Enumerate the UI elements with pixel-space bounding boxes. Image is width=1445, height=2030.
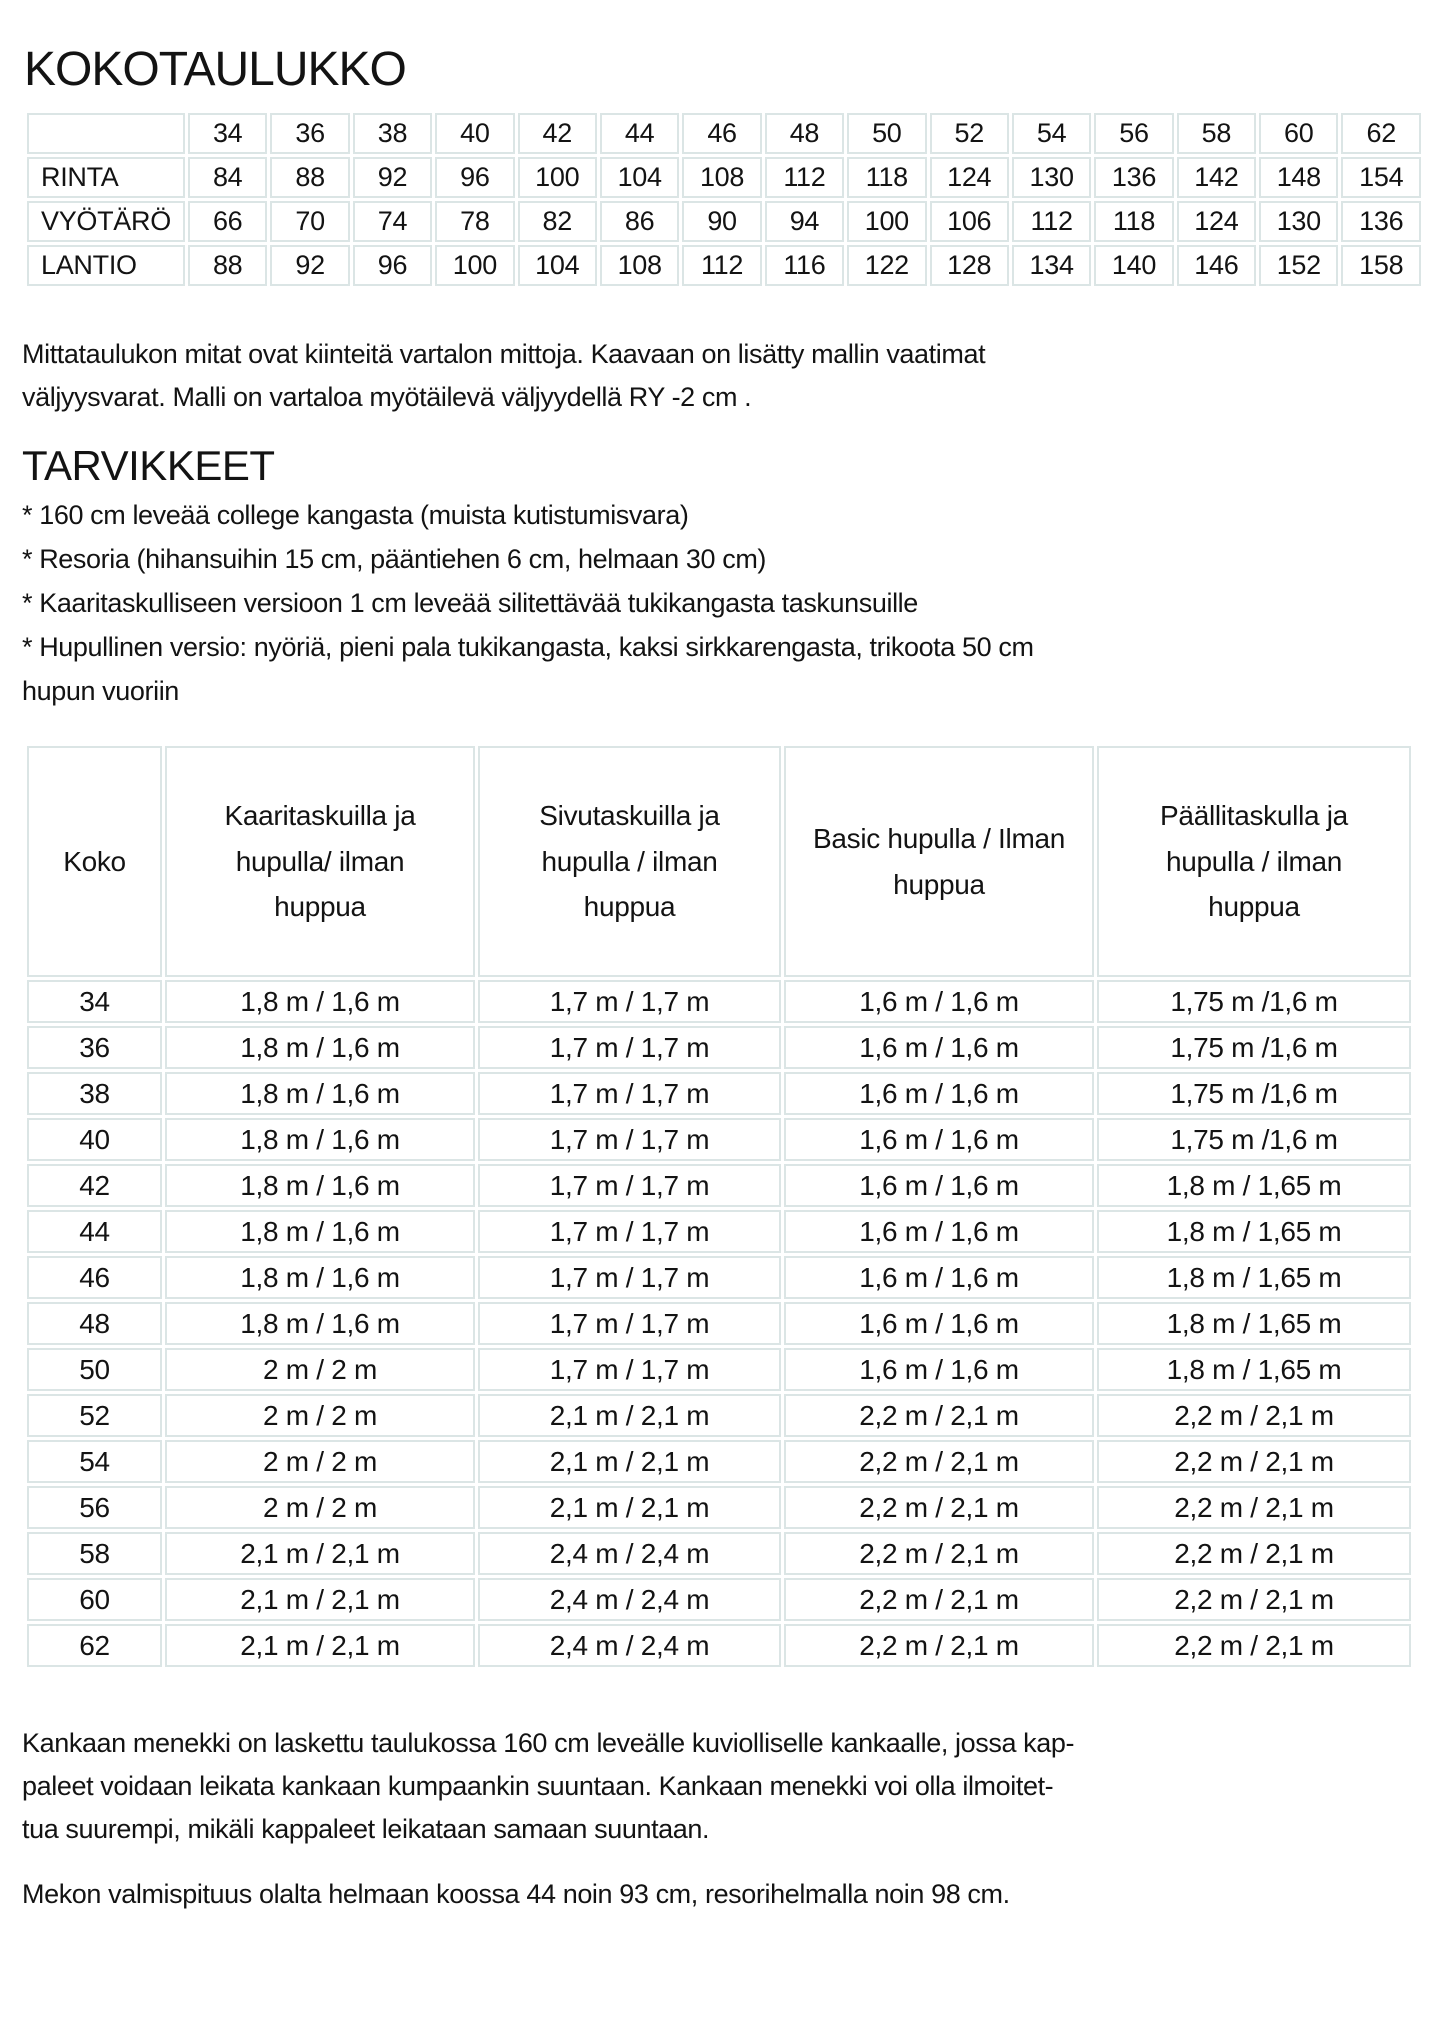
page-title: KOKOTAULUKKO bbox=[24, 43, 406, 96]
size-table-cell: 96 bbox=[435, 157, 514, 198]
size-table-cell: 104 bbox=[600, 157, 679, 198]
size-table-header-cell bbox=[27, 113, 185, 154]
fabric-table-cell: 1,6 m / 1,6 m bbox=[784, 1118, 1094, 1161]
garment-length-note bbox=[22, 1873, 1425, 1916]
fabric-table-header-cell: Sivutaskuilla ja hupulla / ilman huppua bbox=[478, 746, 781, 977]
fabric-table-cell: 2,4 m / 2,4 m bbox=[478, 1578, 781, 1621]
supplies-heading: TARVIKKEET bbox=[22, 442, 275, 489]
intro-line: väljyysvarat. Malli on vartaloa myötäilevä väljyydellä RY -2 cm . bbox=[22, 382, 752, 412]
note-line: tua suurempi, mikäli kappaleet leikataan samaan suuntaan. bbox=[22, 1814, 710, 1844]
size-table-cell: 140 bbox=[1094, 245, 1173, 286]
fabric-table-cell: 1,8 m / 1,6 m bbox=[165, 1302, 475, 1345]
fabric-table-cell: 54 bbox=[27, 1440, 162, 1483]
fabric-table-cell: 2,2 m / 2,1 m bbox=[1097, 1532, 1411, 1575]
fabric-table-cell: 2 m / 2 m bbox=[165, 1394, 475, 1437]
size-table-cell: 84 bbox=[188, 157, 267, 198]
fabric-table-row bbox=[27, 1256, 1411, 1299]
size-table-header-cell: 54 bbox=[1012, 113, 1091, 154]
fabric-table-row bbox=[27, 1486, 1411, 1529]
size-table-cell: 148 bbox=[1259, 157, 1338, 198]
size-table-cell: 128 bbox=[930, 245, 1009, 286]
size-table-cell: 152 bbox=[1259, 245, 1338, 286]
supplies-item: hupun vuoriin bbox=[22, 676, 179, 706]
fabric-table-cell: 1,6 m / 1,6 m bbox=[784, 1348, 1094, 1391]
size-table bbox=[24, 110, 1424, 289]
size-table-cell: 142 bbox=[1177, 157, 1256, 198]
supplies-item: * 160 cm leveää college kangasta (muista kutistumisvara) bbox=[22, 500, 689, 530]
fabric-table-cell: 36 bbox=[27, 1026, 162, 1069]
size-table-cell: 134 bbox=[1012, 245, 1091, 286]
fabric-table-cell: 1,8 m / 1,6 m bbox=[165, 1164, 475, 1207]
size-table-cell: 108 bbox=[682, 157, 761, 198]
size-table-header-cell: 34 bbox=[188, 113, 267, 154]
fabric-table-header-cell: Koko bbox=[27, 746, 162, 977]
fabric-table-header-cell: Päällitaskulla ja hupulla / ilman huppua bbox=[1097, 746, 1411, 977]
size-table-cell: 108 bbox=[600, 245, 679, 286]
size-table-cell: 92 bbox=[270, 245, 349, 286]
fabric-table-row bbox=[27, 1394, 1411, 1437]
fabric-table-cell: 1,6 m / 1,6 m bbox=[784, 1210, 1094, 1253]
fabric-table-cell: 1,8 m / 1,6 m bbox=[165, 1118, 475, 1161]
fabric-table-cell: 1,8 m / 1,6 m bbox=[165, 1072, 475, 1115]
fabric-table-row bbox=[27, 1026, 1411, 1069]
size-table-header-cell: 44 bbox=[600, 113, 679, 154]
fabric-table-cell: 2 m / 2 m bbox=[165, 1440, 475, 1483]
size-table-header-row bbox=[27, 113, 1421, 154]
size-table-header-cell: 52 bbox=[930, 113, 1009, 154]
size-table-header-cell: 36 bbox=[270, 113, 349, 154]
size-table-header-cell: 42 bbox=[518, 113, 597, 154]
fabric-table-row bbox=[27, 1532, 1411, 1575]
size-table-cell: 112 bbox=[682, 245, 761, 286]
fabric-table-cell: 2 m / 2 m bbox=[165, 1486, 475, 1529]
fabric-table-cell: 1,6 m / 1,6 m bbox=[784, 1256, 1094, 1299]
size-table-cell: 96 bbox=[353, 245, 432, 286]
fabric-table-cell: 34 bbox=[27, 980, 162, 1023]
fabric-table-cell: 2 m / 2 m bbox=[165, 1348, 475, 1391]
fabric-table-body bbox=[27, 980, 1411, 1667]
fabric-table-cell: 1,8 m / 1,65 m bbox=[1097, 1164, 1411, 1207]
size-table-row bbox=[27, 245, 1421, 286]
fabric-table-cell: 1,7 m / 1,7 m bbox=[478, 1302, 781, 1345]
fabric-table-cell: 1,7 m / 1,7 m bbox=[478, 1348, 781, 1391]
fabric-table-cell: 46 bbox=[27, 1256, 162, 1299]
fabric-table-cell: 1,7 m / 1,7 m bbox=[478, 1210, 781, 1253]
size-table-cell: 94 bbox=[765, 201, 844, 242]
fabric-table-cell: 1,7 m / 1,7 m bbox=[478, 980, 781, 1023]
size-table-cell: VYÖTÄRÖ bbox=[27, 201, 185, 242]
fabric-table-header-row bbox=[27, 746, 1411, 977]
fabric-table-header-cell: Basic hupulla / Ilman huppua bbox=[784, 746, 1094, 977]
fabric-table-cell: 1,7 m / 1,7 m bbox=[478, 1072, 781, 1115]
size-table-cell: 118 bbox=[847, 157, 926, 198]
size-table-header-cell: 48 bbox=[765, 113, 844, 154]
fabric-table-cell: 1,6 m / 1,6 m bbox=[784, 1026, 1094, 1069]
fabric-table-cell: 42 bbox=[27, 1164, 162, 1207]
fabric-table-cell: 2,4 m / 2,4 m bbox=[478, 1624, 781, 1667]
fabric-table-cell: 1,8 m / 1,6 m bbox=[165, 1256, 475, 1299]
supplies-list bbox=[22, 493, 1425, 713]
size-table-header-cell: 46 bbox=[682, 113, 761, 154]
size-table-cell: 116 bbox=[765, 245, 844, 286]
size-table-cell: 92 bbox=[353, 157, 432, 198]
fabric-table-cell: 2,2 m / 2,1 m bbox=[1097, 1578, 1411, 1621]
fabric-requirements-table bbox=[24, 743, 1414, 1670]
size-table-cell: 100 bbox=[518, 157, 597, 198]
fabric-table-cell: 2,1 m / 2,1 m bbox=[478, 1486, 781, 1529]
size-table-cell: 112 bbox=[1012, 201, 1091, 242]
size-table-cell: 90 bbox=[682, 201, 761, 242]
fabric-table-cell: 2,2 m / 2,1 m bbox=[1097, 1486, 1411, 1529]
fabric-table-cell: 1,8 m / 1,6 m bbox=[165, 1210, 475, 1253]
supplies-item: * Resoria (hihansuihin 15 cm, pääntiehen 6 cm, helmaan 30 cm) bbox=[22, 544, 767, 574]
fabric-table-row bbox=[27, 1164, 1411, 1207]
size-table-header-cell: 58 bbox=[1177, 113, 1256, 154]
fabric-table-cell: 2,1 m / 2,1 m bbox=[165, 1624, 475, 1667]
intro-line: Mittataulukon mitat ovat kiinteitä vartalon mittoja. Kaavaan on lisätty mallin vaatimat bbox=[22, 339, 986, 369]
fabric-table-cell: 1,6 m / 1,6 m bbox=[784, 980, 1094, 1023]
size-table-cell: 106 bbox=[930, 201, 1009, 242]
fabric-table-row bbox=[27, 1624, 1411, 1667]
size-table-cell: 88 bbox=[188, 245, 267, 286]
size-table-cell: RINTA bbox=[27, 157, 185, 198]
fabric-table-cell: 2,1 m / 2,1 m bbox=[165, 1578, 475, 1621]
size-table-cell: 146 bbox=[1177, 245, 1256, 286]
fabric-table-cell: 1,8 m / 1,65 m bbox=[1097, 1210, 1411, 1253]
fabric-table-cell: 2,2 m / 2,1 m bbox=[784, 1624, 1094, 1667]
fabric-table-cell: 1,8 m / 1,65 m bbox=[1097, 1348, 1411, 1391]
fabric-table-cell: 58 bbox=[27, 1532, 162, 1575]
size-table-header-cell: 40 bbox=[435, 113, 514, 154]
fabric-table-cell: 1,75 m /1,6 m bbox=[1097, 1072, 1411, 1115]
fabric-table-cell: 1,75 m /1,6 m bbox=[1097, 1026, 1411, 1069]
size-table-cell: 118 bbox=[1094, 201, 1173, 242]
fabric-table-cell: 1,8 m / 1,6 m bbox=[165, 980, 475, 1023]
size-table-header-cell: 60 bbox=[1259, 113, 1338, 154]
fabric-table-cell: 56 bbox=[27, 1486, 162, 1529]
size-table-cell: 88 bbox=[270, 157, 349, 198]
fabric-table-cell: 62 bbox=[27, 1624, 162, 1667]
intro-paragraph bbox=[22, 333, 1425, 419]
fabric-table-cell: 1,7 m / 1,7 m bbox=[478, 1026, 781, 1069]
fabric-table-cell: 1,6 m / 1,6 m bbox=[784, 1072, 1094, 1115]
fabric-table-cell: 2,2 m / 2,1 m bbox=[784, 1532, 1094, 1575]
fabric-table-cell: 48 bbox=[27, 1302, 162, 1345]
size-table-header-cell: 62 bbox=[1341, 113, 1421, 154]
fabric-table-cell: 2,2 m / 2,1 m bbox=[784, 1578, 1094, 1621]
note-line: Mekon valmispituus olalta helmaan koossa 44 noin 93 cm, resorihelmalla noin 98 cm. bbox=[22, 1879, 1010, 1909]
fabric-table-row bbox=[27, 1072, 1411, 1115]
size-table-cell: 136 bbox=[1094, 157, 1173, 198]
fabric-table-cell: 1,7 m / 1,7 m bbox=[478, 1164, 781, 1207]
size-table-cell: 82 bbox=[518, 201, 597, 242]
fabric-table-cell: 2,2 m / 2,1 m bbox=[1097, 1624, 1411, 1667]
fabric-table-cell: 38 bbox=[27, 1072, 162, 1115]
fabric-table-row bbox=[27, 1302, 1411, 1345]
size-table-cell: LANTIO bbox=[27, 245, 185, 286]
fabric-table-cell: 2,1 m / 2,1 m bbox=[478, 1394, 781, 1437]
fabric-table-cell: 1,6 m / 1,6 m bbox=[784, 1302, 1094, 1345]
size-table-cell: 78 bbox=[435, 201, 514, 242]
size-table-cell: 122 bbox=[847, 245, 926, 286]
fabric-table-cell: 1,7 m / 1,7 m bbox=[478, 1118, 781, 1161]
size-table-header-cell: 38 bbox=[353, 113, 432, 154]
fabric-table-header-cell: Kaaritaskuilla ja hupulla/ ilman huppua bbox=[165, 746, 475, 977]
fabric-table-cell: 50 bbox=[27, 1348, 162, 1391]
fabric-table-cell: 1,8 m / 1,65 m bbox=[1097, 1256, 1411, 1299]
fabric-table-cell: 44 bbox=[27, 1210, 162, 1253]
size-table-cell: 124 bbox=[1177, 201, 1256, 242]
fabric-table-cell: 2,2 m / 2,1 m bbox=[1097, 1440, 1411, 1483]
size-table-cell: 158 bbox=[1341, 245, 1421, 286]
fabric-table-cell: 40 bbox=[27, 1118, 162, 1161]
size-table-row bbox=[27, 157, 1421, 198]
fabric-table-cell: 2,2 m / 2,1 m bbox=[784, 1486, 1094, 1529]
size-table-header-cell: 50 bbox=[847, 113, 926, 154]
fabric-usage-note bbox=[22, 1722, 1425, 1851]
fabric-table-cell: 1,75 m /1,6 m bbox=[1097, 980, 1411, 1023]
size-table-cell: 112 bbox=[765, 157, 844, 198]
size-table-cell: 136 bbox=[1341, 201, 1421, 242]
size-table-cell: 70 bbox=[270, 201, 349, 242]
fabric-table-cell: 2,1 m / 2,1 m bbox=[478, 1440, 781, 1483]
size-table-header-cell: 56 bbox=[1094, 113, 1173, 154]
size-table-cell: 104 bbox=[518, 245, 597, 286]
fabric-table-row bbox=[27, 1440, 1411, 1483]
size-table-cell: 66 bbox=[188, 201, 267, 242]
size-table-cell: 74 bbox=[353, 201, 432, 242]
fabric-table-row bbox=[27, 980, 1411, 1023]
size-table-cell: 130 bbox=[1259, 201, 1338, 242]
fabric-table-row bbox=[27, 1578, 1411, 1621]
size-table-cell: 124 bbox=[930, 157, 1009, 198]
note-line: paleet voidaan leikata kankaan kumpaankin suuntaan. Kankaan menekki voi olla ilmoitet- bbox=[22, 1771, 1054, 1801]
fabric-table-cell: 1,8 m / 1,6 m bbox=[165, 1026, 475, 1069]
note-line: Kankaan menekki on laskettu taulukossa 160 cm leveälle kuviolliselle kankaalle, jossa kap- bbox=[22, 1728, 1075, 1758]
fabric-table-cell: 1,8 m / 1,65 m bbox=[1097, 1302, 1411, 1345]
fabric-table-row bbox=[27, 1348, 1411, 1391]
size-table-cell: 154 bbox=[1341, 157, 1421, 198]
fabric-table-cell: 1,7 m / 1,7 m bbox=[478, 1256, 781, 1299]
size-table-cell: 86 bbox=[600, 201, 679, 242]
size-table-row bbox=[27, 201, 1421, 242]
supplies-item: * Kaaritaskulliseen versioon 1 cm leveää silitettävää tukikangasta taskunsuille bbox=[22, 588, 918, 618]
fabric-table-cell: 2,2 m / 2,1 m bbox=[784, 1394, 1094, 1437]
fabric-table-row bbox=[27, 1210, 1411, 1253]
fabric-table-cell: 2,1 m / 2,1 m bbox=[165, 1532, 475, 1575]
supplies-item: * Hupullinen versio: nyöriä, pieni pala tukikangasta, kaksi sirkkarengasta, trikoota 50 cm bbox=[22, 632, 1034, 662]
fabric-table-cell: 2,4 m / 2,4 m bbox=[478, 1532, 781, 1575]
size-table-body bbox=[27, 157, 1421, 286]
fabric-table-cell: 2,2 m / 2,1 m bbox=[1097, 1394, 1411, 1437]
size-table-cell: 130 bbox=[1012, 157, 1091, 198]
size-table-cell: 100 bbox=[847, 201, 926, 242]
fabric-table-row bbox=[27, 1118, 1411, 1161]
fabric-table-cell: 2,2 m / 2,1 m bbox=[784, 1440, 1094, 1483]
fabric-table-cell: 52 bbox=[27, 1394, 162, 1437]
size-table-cell: 100 bbox=[435, 245, 514, 286]
fabric-table-cell: 1,75 m /1,6 m bbox=[1097, 1118, 1411, 1161]
fabric-table-cell: 60 bbox=[27, 1578, 162, 1621]
fabric-table-cell: 1,6 m / 1,6 m bbox=[784, 1164, 1094, 1207]
